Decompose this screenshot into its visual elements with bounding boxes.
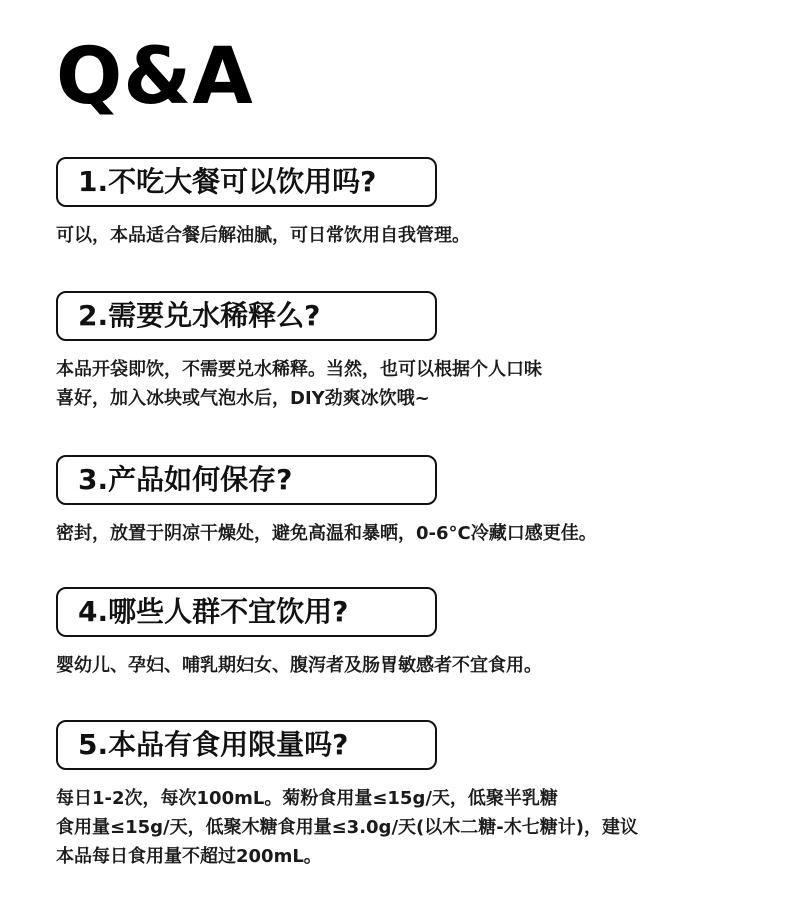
qa-item-4 bbox=[56, 587, 736, 680]
answer-5-line-1: 每日1-2次，每次100mL。菊粉食用量≤15g/天，低聚半乳糖 bbox=[56, 788, 558, 809]
answer-2-line-1: 本品开袋即饮，不需要兑水稀释。当然，也可以根据个人口味 bbox=[56, 359, 542, 380]
answer-5-line-2: 食用量≤15g/天，低聚木糖食用量≤3.0g/天(以木二糖-木七糖计)，建议 bbox=[56, 817, 638, 838]
qa-item-1 bbox=[56, 157, 736, 250]
page-title: Q&A bbox=[56, 32, 254, 122]
qa-item-3 bbox=[56, 455, 736, 548]
question-5: 5.本品有食用限量吗? bbox=[56, 720, 437, 770]
question-4: 4.哪些人群不宜饮用? bbox=[56, 587, 437, 637]
answer-3 bbox=[56, 519, 736, 548]
question-3: 3.产品如何保存? bbox=[56, 455, 437, 505]
answer-5 bbox=[56, 784, 736, 871]
question-1: 1.不吃大餐可以饮用吗? bbox=[56, 157, 437, 207]
answer-2-line-2: 喜好，加入冰块或气泡水后，DIY劲爽冰饮哦~ bbox=[56, 388, 430, 409]
answer-1 bbox=[56, 221, 736, 250]
qa-item-5 bbox=[56, 720, 736, 871]
question-2: 2.需要兑水稀释么? bbox=[56, 291, 437, 341]
answer-4 bbox=[56, 651, 736, 680]
answer-5-line-3: 本品每日食用量不超过200mL。 bbox=[56, 846, 322, 867]
answer-4-line-1: 婴幼儿、孕妇、哺乳期妇女、腹泻者及肠胃敏感者不宜食用。 bbox=[56, 655, 542, 676]
answer-1-line-1: 可以，本品适合餐后解油腻，可日常饮用自我管理。 bbox=[56, 225, 470, 246]
answer-2 bbox=[56, 355, 736, 413]
qa-item-2 bbox=[56, 291, 736, 413]
answer-3-line-1: 密封，放置于阴凉干燥处，避免高温和暴晒，0-6°C冷藏口感更佳。 bbox=[56, 523, 597, 544]
